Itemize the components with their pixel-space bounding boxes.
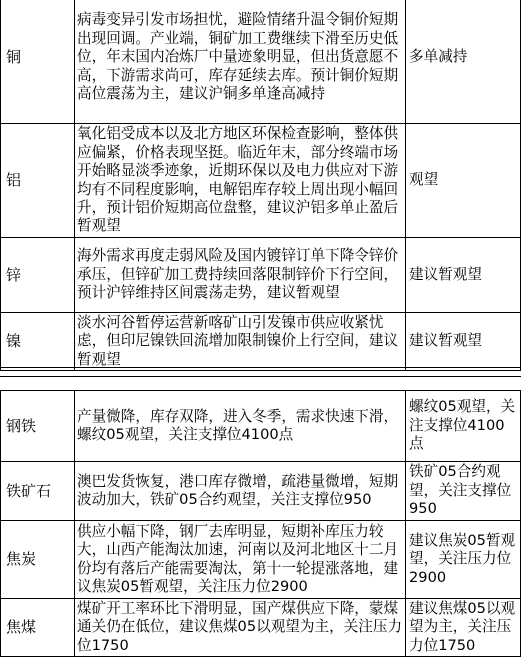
table-row (1, 391, 521, 462)
table-row (1, 124, 521, 238)
commodity-analysis: 澳巴发货恢复，港口库存微增，疏港量微增，短期波动加大，铁矿05合约观望，关注支撑位950 (75, 462, 406, 521)
divider-line (0, 376, 521, 377)
commodity-analysis: 产量微降，库存双降，进入冬季，需求快速下滑，螺纹05观望，关注支撑位4100点 (75, 391, 406, 462)
commodity-analysis: 氧化铝受成本以及北方地区环保检查影响，整体供应偏紧，价格表现坚挺。临近年末，部分终端市场开始略显淡季迹象，近期环保以及电力供应对下游均有不同程度影响，电解铝库存较上周出现小幅回升，预计铝价短期高位盘整，建议沪铝多单止盈后暂观望 (75, 124, 406, 238)
commodity-name: 铜 (1, 0, 75, 124)
commodity-analysis: 煤矿开工率环比下滑明显，国产煤供应下降，蒙煤通关仍在低位，建议焦煤05以观望为主，关注压力位1750 (75, 599, 406, 657)
table-gap (0, 376, 524, 390)
commodity-view: 建议暂观望 (406, 313, 521, 371)
table-row (1, 313, 521, 371)
commodity-view: 建议焦煤05以观望为主，关注压力位1750 (406, 599, 521, 657)
table-row (1, 0, 521, 124)
commodity-name: 钢铁 (1, 391, 75, 462)
table-row (1, 521, 521, 599)
commodity-view: 建议焦炭05暂观望，关注压力位2900 (406, 521, 521, 599)
commodity-view: 铁矿05合约观望，关注支撑位950 (406, 462, 521, 521)
table-row (1, 238, 521, 313)
commodity-name: 铝 (1, 124, 75, 238)
commodity-analysis: 供应小幅下降，钢厂去库明显，短期补库压力较大，山西产能淘汰加速，河南以及河北地区十二月份均有落后产能需要淘汰，第十一轮提涨落地，建议焦炭05暂观望，关注压力位2900 (75, 521, 406, 599)
commodity-name: 镍 (1, 313, 75, 371)
table-row (1, 599, 521, 657)
commodity-analysis: 淡水河谷暂停运营新喀矿山引发镍市供应收紧忧虑，但印尼镍铁回流增加限制镍价上行空间，建议暂观望 (75, 313, 406, 371)
commodity-view: 多单减持 (406, 0, 521, 124)
commodity-view: 螺纹05观望，关注支撑位4100点 (406, 391, 521, 462)
commodity-name: 焦炭 (1, 521, 75, 599)
ferrous-table (0, 390, 521, 657)
commodity-view: 建议暂观望 (406, 238, 521, 313)
commodity-name: 锌 (1, 238, 75, 313)
divider-line (0, 367, 521, 368)
commodity-name: 焦煤 (1, 599, 75, 657)
table-row (1, 462, 521, 521)
commodity-analysis: 病毒变异引发市场担忧，避险情绪升温令铜价短期出现回调。产业端，铜矿加工费继续下滑至历史低位，年末国内冶炼厂中量迹象明显，但出货意愿不高，下游需求尚可，库存延续去库。预计铜价短期高位震荡为主，建议沪铜多单逢高减持 (75, 0, 406, 124)
commodity-view: 观望 (406, 124, 521, 238)
commodity-name: 铁矿石 (1, 462, 75, 521)
commodity-analysis: 海外需求再度走弱风险及国内镀锌订单下降令锌价承压，但锌矿加工费持续回落限制锌价下行空间，预计沪锌维持区间震荡走势，建议暂观望 (75, 238, 406, 313)
